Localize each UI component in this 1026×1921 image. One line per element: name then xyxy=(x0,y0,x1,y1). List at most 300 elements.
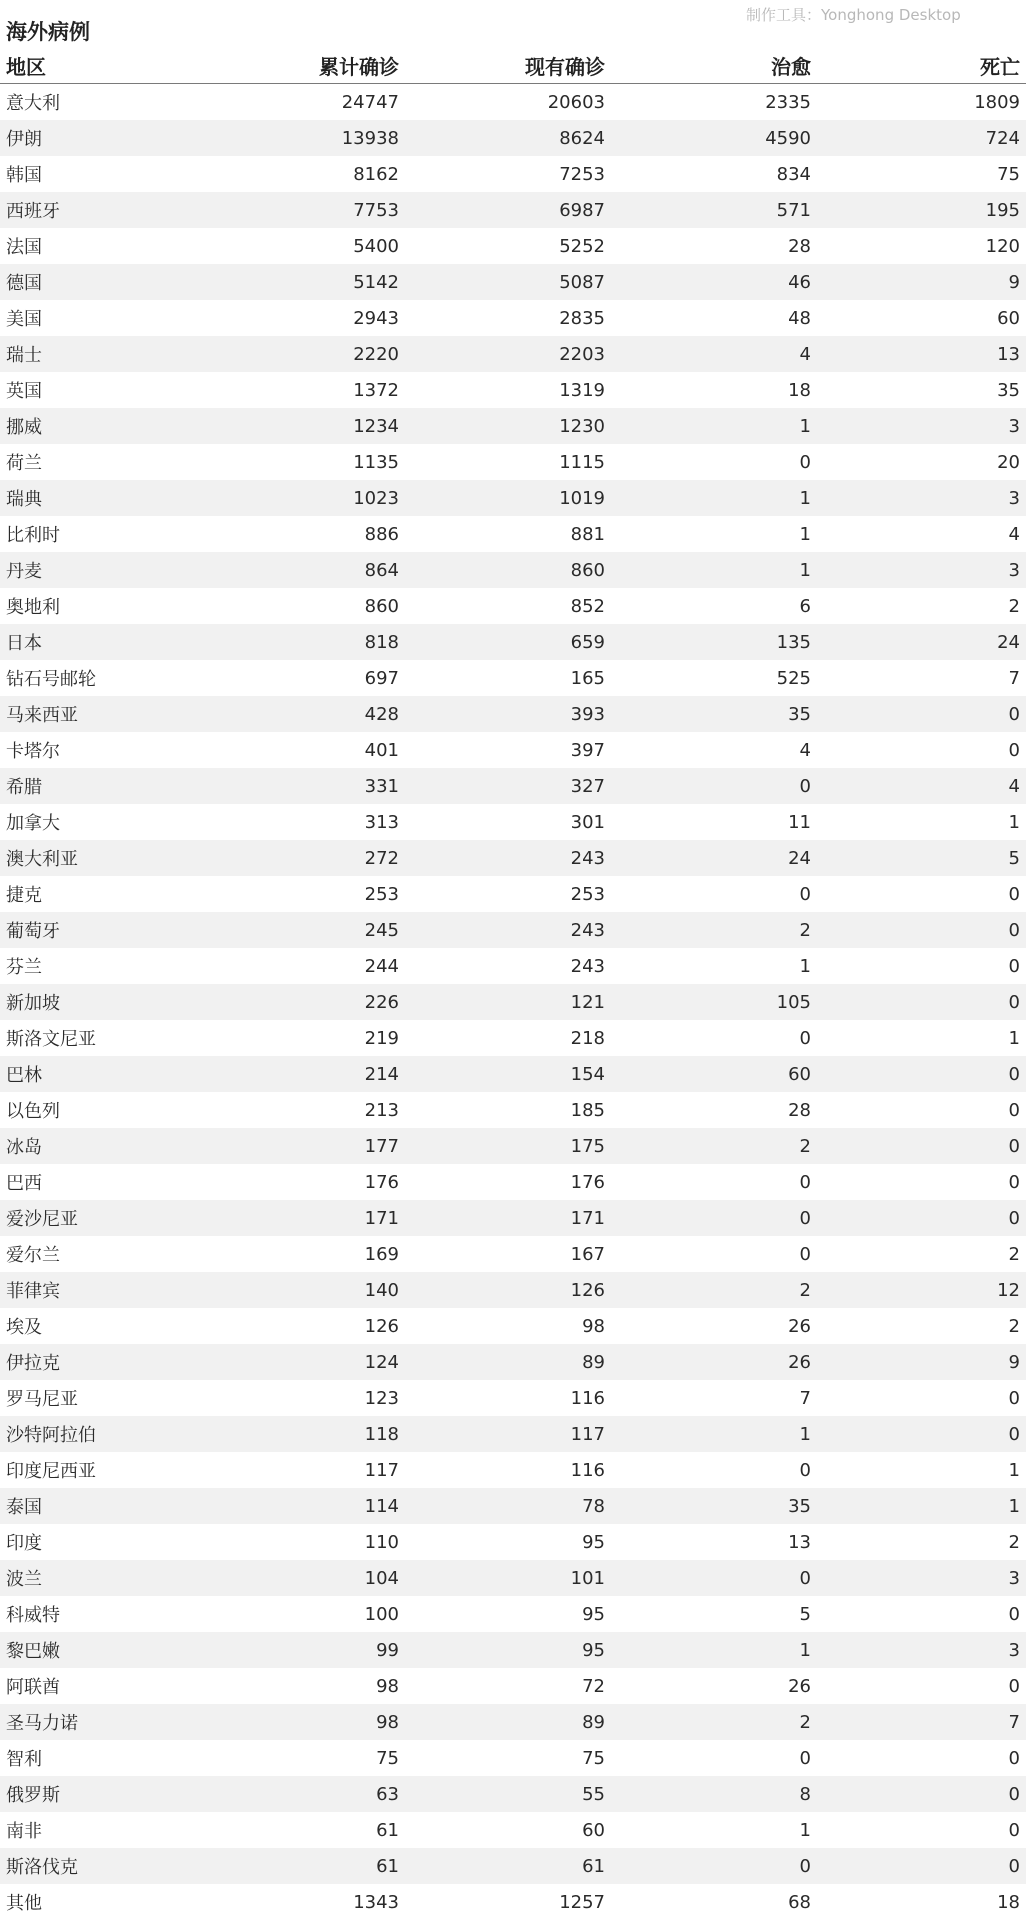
cell-region: 澳大利亚 xyxy=(0,840,205,876)
cell-deaths: 0 xyxy=(817,984,1026,1020)
cell-recovered: 7 xyxy=(799,1387,811,1409)
cell-cumulative: 1343 xyxy=(353,1891,399,1913)
cell-current: 60 xyxy=(582,1819,605,1841)
cell-region: 以色列 xyxy=(6,1101,60,1122)
cell-current: 243 xyxy=(405,912,611,948)
cell-cumulative: 864 xyxy=(205,552,405,588)
cell-current: 5087 xyxy=(405,264,611,300)
cell-deaths: 0 xyxy=(817,1200,1026,1236)
cell-region: 其他 xyxy=(6,1893,42,1914)
cell-current: 98 xyxy=(582,1315,605,1337)
table-row xyxy=(0,336,1026,372)
cell-recovered: 2 xyxy=(611,1704,817,1740)
cell-current: 121 xyxy=(405,984,611,1020)
table-row xyxy=(0,1344,1026,1380)
cell-current: 95 xyxy=(582,1603,605,1625)
table-row xyxy=(0,840,1026,876)
cell-deaths: 1 xyxy=(1008,1459,1020,1481)
cell-current: 116 xyxy=(570,1387,605,1409)
cell-cumulative: 428 xyxy=(205,696,405,732)
cell-region: 印度 xyxy=(6,1533,42,1554)
cell-cumulative: 401 xyxy=(364,739,399,761)
cell-deaths: 0 xyxy=(817,1776,1026,1812)
cell-deaths: 18 xyxy=(997,1891,1020,1913)
cell-deaths: 2 xyxy=(1008,1315,1020,1337)
cell-recovered: 18 xyxy=(788,379,811,401)
table-row xyxy=(0,84,1026,121)
cell-region: 沙特阿拉伯 xyxy=(0,1416,205,1452)
cell-region: 卡塔尔 xyxy=(6,741,60,762)
table-row xyxy=(0,1200,1026,1236)
cell-cumulative: 169 xyxy=(364,1243,399,1265)
cell-region: 科威特 xyxy=(6,1605,60,1626)
cell-recovered: 4590 xyxy=(611,120,817,156)
cell-deaths: 75 xyxy=(997,163,1020,185)
cell-region: 意大利 xyxy=(6,93,60,114)
cell-region: 瑞典 xyxy=(0,480,205,516)
cell-region: 新加坡 xyxy=(0,984,205,1020)
cell-recovered: 46 xyxy=(611,264,817,300)
table-row xyxy=(0,876,1026,912)
cell-current: 95 xyxy=(582,1531,605,1553)
cell-deaths: 0 xyxy=(817,912,1026,948)
cell-cumulative: 1023 xyxy=(205,480,405,516)
table-row xyxy=(0,912,1026,948)
cell-cumulative: 63 xyxy=(205,1776,405,1812)
cell-region: 芬兰 xyxy=(6,957,42,978)
cell-region: 爱沙尼亚 xyxy=(0,1200,205,1236)
column-header-current[interactable]: 现有确诊 xyxy=(405,48,611,84)
cell-cumulative: 104 xyxy=(205,1560,405,1596)
cell-cumulative: 5142 xyxy=(205,264,405,300)
table-row xyxy=(0,1416,1026,1452)
table-row xyxy=(0,120,1026,156)
cell-deaths: 0 xyxy=(1008,883,1020,905)
cell-current: 78 xyxy=(405,1488,611,1524)
cell-recovered: 1 xyxy=(799,523,811,545)
cell-current: 1319 xyxy=(559,379,605,401)
cell-region: 菲律宾 xyxy=(0,1272,205,1308)
cell-cumulative: 110 xyxy=(364,1531,399,1553)
table-row xyxy=(0,1092,1026,1128)
cell-region: 伊拉克 xyxy=(0,1344,205,1380)
cell-recovered: 1 xyxy=(611,552,817,588)
cell-current: 176 xyxy=(570,1171,605,1193)
cell-recovered: 0 xyxy=(799,451,811,473)
cell-deaths: 4 xyxy=(817,768,1026,804)
cell-current: 89 xyxy=(405,1704,611,1740)
cell-deaths: 195 xyxy=(817,192,1026,228)
cell-cumulative: 100 xyxy=(364,1603,399,1625)
cell-cumulative: 177 xyxy=(205,1128,405,1164)
cell-cumulative: 886 xyxy=(364,523,399,545)
table-row xyxy=(0,1308,1026,1344)
cell-recovered: 8 xyxy=(611,1776,817,1812)
cell-cumulative: 118 xyxy=(205,1416,405,1452)
cell-region: 爱尔兰 xyxy=(6,1245,60,1266)
table-row xyxy=(0,1632,1026,1668)
cell-deaths: 2 xyxy=(1008,1531,1020,1553)
cell-current: 301 xyxy=(570,811,605,833)
cell-deaths: 0 xyxy=(817,1848,1026,1884)
cell-recovered: 4 xyxy=(611,336,817,372)
overseas-cases-table xyxy=(0,48,1026,1920)
cell-recovered: 0 xyxy=(611,1560,817,1596)
cell-current: 2203 xyxy=(405,336,611,372)
cell-deaths: 0 xyxy=(1008,1099,1020,1121)
cell-cumulative: 171 xyxy=(205,1200,405,1236)
cell-region: 西班牙 xyxy=(0,192,205,228)
cell-recovered: 35 xyxy=(611,1488,817,1524)
cell-region: 法国 xyxy=(6,237,42,258)
cell-recovered: 0 xyxy=(799,883,811,905)
cell-cumulative: 99 xyxy=(205,1632,405,1668)
cell-deaths: 9 xyxy=(817,264,1026,300)
cell-region: 美国 xyxy=(6,309,42,330)
table-row xyxy=(0,1272,1026,1308)
table-row xyxy=(0,1740,1026,1776)
cell-deaths: 1 xyxy=(1008,811,1020,833)
cell-cumulative: 226 xyxy=(205,984,405,1020)
table-row xyxy=(0,624,1026,660)
cell-cumulative: 245 xyxy=(205,912,405,948)
cell-current: 95 xyxy=(405,1632,611,1668)
cell-current: 218 xyxy=(570,1027,605,1049)
cell-current: 116 xyxy=(570,1459,605,1481)
cell-recovered: 48 xyxy=(788,307,811,329)
cell-current: 72 xyxy=(582,1675,605,1697)
cell-current: 171 xyxy=(405,1200,611,1236)
cell-recovered: 2 xyxy=(611,1272,817,1308)
table-row xyxy=(0,1452,1026,1488)
cell-recovered: 0 xyxy=(611,1848,817,1884)
cell-region: 比利时 xyxy=(6,525,60,546)
cell-deaths: 1809 xyxy=(974,91,1020,113)
cell-deaths: 0 xyxy=(1008,1387,1020,1409)
cell-deaths: 12 xyxy=(817,1272,1026,1308)
table-row xyxy=(0,1596,1026,1632)
cell-region: 韩国 xyxy=(6,165,42,186)
table-row xyxy=(0,984,1026,1020)
cell-deaths: 2 xyxy=(1008,595,1020,617)
table-row xyxy=(0,1524,1026,1560)
credit-text: 制作工具：Yonghong Desktop xyxy=(746,6,961,24)
cell-cumulative: 1234 xyxy=(205,408,405,444)
cell-cumulative: 114 xyxy=(205,1488,405,1524)
cell-current: 243 xyxy=(405,840,611,876)
cell-deaths: 3 xyxy=(817,552,1026,588)
table-row xyxy=(0,1488,1026,1524)
cell-region: 黎巴嫩 xyxy=(0,1632,205,1668)
cell-cumulative: 331 xyxy=(205,768,405,804)
cell-region: 阿联酋 xyxy=(6,1677,60,1698)
cell-cumulative: 272 xyxy=(205,840,405,876)
cell-deaths: 3 xyxy=(817,1560,1026,1596)
cell-current: 117 xyxy=(405,1416,611,1452)
cell-cumulative: 61 xyxy=(205,1848,405,1884)
cell-deaths: 5 xyxy=(817,840,1026,876)
cell-region: 伊朗 xyxy=(0,120,205,156)
table-row xyxy=(0,156,1026,192)
cell-recovered: 0 xyxy=(799,1027,811,1049)
cell-cumulative: 117 xyxy=(364,1459,399,1481)
cell-region: 圣马力诺 xyxy=(0,1704,205,1740)
cell-deaths: 724 xyxy=(817,120,1026,156)
table-row xyxy=(0,444,1026,480)
cell-region: 埃及 xyxy=(6,1317,42,1338)
cell-deaths: 3 xyxy=(817,480,1026,516)
cell-current: 165 xyxy=(570,667,605,689)
cell-recovered: 0 xyxy=(799,1243,811,1265)
cell-deaths: 24 xyxy=(817,624,1026,660)
cell-deaths: 0 xyxy=(1008,739,1020,761)
cell-recovered: 2 xyxy=(611,912,817,948)
cell-current: 860 xyxy=(405,552,611,588)
cell-cumulative: 98 xyxy=(376,1675,399,1697)
cell-region: 荷兰 xyxy=(6,453,42,474)
cell-recovered: 26 xyxy=(788,1315,811,1337)
cell-current: 126 xyxy=(405,1272,611,1308)
table-row xyxy=(0,264,1026,300)
cell-recovered: 1 xyxy=(611,480,817,516)
cell-region: 葡萄牙 xyxy=(0,912,205,948)
cell-region: 奥地利 xyxy=(6,597,60,618)
cell-recovered: 525 xyxy=(776,667,811,689)
cell-deaths: 0 xyxy=(817,1416,1026,1452)
cell-deaths: 1 xyxy=(1008,1027,1020,1049)
cell-region: 泰国 xyxy=(0,1488,205,1524)
cell-current: 1019 xyxy=(405,480,611,516)
table-row xyxy=(0,732,1026,768)
cell-recovered: 11 xyxy=(788,811,811,833)
cell-recovered: 0 xyxy=(799,1171,811,1193)
cell-recovered: 13 xyxy=(788,1531,811,1553)
cell-deaths: 3 xyxy=(817,408,1026,444)
cell-current: 154 xyxy=(405,1056,611,1092)
cell-deaths: 3 xyxy=(817,1632,1026,1668)
cell-region: 印度尼西亚 xyxy=(6,1461,96,1482)
cell-cumulative: 126 xyxy=(364,1315,399,1337)
table-row xyxy=(0,480,1026,516)
cell-recovered: 28 xyxy=(788,1099,811,1121)
table-row xyxy=(0,588,1026,624)
table-row xyxy=(0,1164,1026,1200)
cell-region: 英国 xyxy=(6,381,42,402)
cell-region: 南非 xyxy=(6,1821,42,1842)
cell-deaths: 0 xyxy=(817,1056,1026,1092)
cell-current: 6987 xyxy=(405,192,611,228)
cell-current: 852 xyxy=(570,595,605,617)
cell-recovered: 135 xyxy=(611,624,817,660)
cell-deaths: 0 xyxy=(1008,1747,1020,1769)
table-row xyxy=(0,1020,1026,1056)
cell-region: 捷克 xyxy=(6,885,42,906)
cell-cumulative: 61 xyxy=(376,1819,399,1841)
cell-cumulative: 123 xyxy=(364,1387,399,1409)
cell-cumulative: 24747 xyxy=(341,91,399,113)
cell-recovered: 0 xyxy=(611,1200,817,1236)
cell-region: 罗马尼亚 xyxy=(6,1389,78,1410)
cell-current: 327 xyxy=(405,768,611,804)
cell-current: 89 xyxy=(405,1344,611,1380)
table-row xyxy=(0,804,1026,840)
cell-region: 挪威 xyxy=(0,408,205,444)
cell-cumulative: 253 xyxy=(364,883,399,905)
cell-deaths: 60 xyxy=(997,307,1020,329)
cell-recovered: 68 xyxy=(788,1891,811,1913)
cell-region: 冰岛 xyxy=(0,1128,205,1164)
cell-recovered: 5 xyxy=(799,1603,811,1625)
cell-recovered: 24 xyxy=(611,840,817,876)
table-row xyxy=(0,408,1026,444)
cell-cumulative: 214 xyxy=(205,1056,405,1092)
cell-current: 55 xyxy=(405,1776,611,1812)
cell-cumulative: 860 xyxy=(364,595,399,617)
cell-current: 393 xyxy=(405,696,611,732)
cell-recovered: 105 xyxy=(611,984,817,1020)
cell-region: 丹麦 xyxy=(0,552,205,588)
cell-cumulative: 140 xyxy=(205,1272,405,1308)
cell-cumulative: 2943 xyxy=(353,307,399,329)
table-title: 海外病例 xyxy=(6,20,90,44)
cell-cumulative: 1135 xyxy=(353,451,399,473)
cell-current: 8624 xyxy=(405,120,611,156)
cell-cumulative: 1372 xyxy=(353,379,399,401)
cell-recovered: 0 xyxy=(799,1459,811,1481)
table-row xyxy=(0,552,1026,588)
cell-current: 2835 xyxy=(559,307,605,329)
cell-current: 1115 xyxy=(559,451,605,473)
column-header-recovered[interactable]: 治愈 xyxy=(611,48,817,84)
table-row xyxy=(0,1236,1026,1272)
cell-region: 斯洛文尼亚 xyxy=(6,1029,96,1050)
cell-recovered: 1 xyxy=(799,955,811,977)
table-row xyxy=(0,228,1026,264)
cell-recovered: 0 xyxy=(611,768,817,804)
cell-deaths: 9 xyxy=(817,1344,1026,1380)
cell-recovered: 26 xyxy=(611,1344,817,1380)
cell-region: 斯洛伐克 xyxy=(0,1848,205,1884)
cell-recovered: 35 xyxy=(611,696,817,732)
cell-region: 巴林 xyxy=(0,1056,205,1092)
column-header-cumulative[interactable]: 累计确诊 xyxy=(205,48,405,84)
cell-recovered: 2 xyxy=(611,1128,817,1164)
cell-recovered: 28 xyxy=(788,235,811,257)
cell-current: 175 xyxy=(405,1128,611,1164)
table-row xyxy=(0,948,1026,984)
cell-region: 希腊 xyxy=(0,768,205,804)
cell-region: 瑞士 xyxy=(0,336,205,372)
cell-current: 7253 xyxy=(559,163,605,185)
header-row xyxy=(0,48,1026,84)
cell-deaths: 35 xyxy=(997,379,1020,401)
column-header-deaths[interactable]: 死亡 xyxy=(817,48,1026,84)
cell-region: 巴西 xyxy=(6,1173,42,1194)
cell-deaths: 13 xyxy=(817,336,1026,372)
cell-current: 1257 xyxy=(559,1891,605,1913)
cell-current: 659 xyxy=(405,624,611,660)
cell-current: 5252 xyxy=(559,235,605,257)
cell-cumulative: 98 xyxy=(205,1704,405,1740)
table-row xyxy=(0,1056,1026,1092)
table-row xyxy=(0,1776,1026,1812)
cell-deaths: 4 xyxy=(1008,523,1020,545)
cell-region: 日本 xyxy=(0,624,205,660)
cell-recovered: 2335 xyxy=(765,91,811,113)
column-header-region[interactable]: 地区 xyxy=(0,48,205,84)
cell-region: 德国 xyxy=(0,264,205,300)
cell-cumulative: 13938 xyxy=(205,120,405,156)
cell-current: 167 xyxy=(570,1243,605,1265)
cell-cumulative: 124 xyxy=(205,1344,405,1380)
table-row xyxy=(0,660,1026,696)
cell-region: 智利 xyxy=(6,1749,42,1770)
table-row xyxy=(0,192,1026,228)
table-row xyxy=(0,516,1026,552)
cell-recovered: 1 xyxy=(799,1819,811,1841)
cell-region: 加拿大 xyxy=(6,813,60,834)
table-row xyxy=(0,696,1026,732)
table-row xyxy=(0,768,1026,804)
cell-recovered: 60 xyxy=(611,1056,817,1092)
cell-recovered: 834 xyxy=(776,163,811,185)
cell-current: 243 xyxy=(570,955,605,977)
table-row xyxy=(0,1380,1026,1416)
cell-cumulative: 313 xyxy=(364,811,399,833)
cell-recovered: 1 xyxy=(611,408,817,444)
table-row xyxy=(0,1704,1026,1740)
table-row xyxy=(0,1812,1026,1848)
cell-current: 397 xyxy=(570,739,605,761)
cell-recovered: 6 xyxy=(799,595,811,617)
cell-current: 185 xyxy=(570,1099,605,1121)
cell-deaths: 0 xyxy=(817,1128,1026,1164)
cell-deaths: 120 xyxy=(985,235,1020,257)
table-row xyxy=(0,300,1026,336)
cell-cumulative: 8162 xyxy=(353,163,399,185)
cell-region: 俄罗斯 xyxy=(0,1776,205,1812)
cell-current: 881 xyxy=(570,523,605,545)
cell-cumulative: 244 xyxy=(364,955,399,977)
table-row xyxy=(0,1128,1026,1164)
cell-region: 钻石号邮轮 xyxy=(6,669,96,690)
cell-cumulative: 2220 xyxy=(205,336,405,372)
table-header xyxy=(0,48,1026,84)
cell-cumulative: 213 xyxy=(364,1099,399,1121)
cell-deaths: 0 xyxy=(1008,1603,1020,1625)
cell-deaths: 0 xyxy=(817,696,1026,732)
cell-deaths: 1 xyxy=(817,1488,1026,1524)
cell-current: 101 xyxy=(405,1560,611,1596)
cell-recovered: 571 xyxy=(611,192,817,228)
table-row xyxy=(0,1848,1026,1884)
table-row xyxy=(0,372,1026,408)
cell-region: 波兰 xyxy=(0,1560,205,1596)
cell-recovered: 1 xyxy=(611,1416,817,1452)
cell-deaths: 0 xyxy=(1008,1675,1020,1697)
table-row xyxy=(0,1668,1026,1704)
cell-deaths: 0 xyxy=(1008,1171,1020,1193)
cell-cumulative: 75 xyxy=(376,1747,399,1769)
table-row xyxy=(0,1884,1026,1920)
cell-deaths: 20 xyxy=(997,451,1020,473)
cell-cumulative: 7753 xyxy=(205,192,405,228)
cell-region: 马来西亚 xyxy=(0,696,205,732)
cell-deaths: 7 xyxy=(1008,667,1020,689)
table-row xyxy=(0,1560,1026,1596)
cell-cumulative: 176 xyxy=(364,1171,399,1193)
cell-current: 20603 xyxy=(547,91,605,113)
